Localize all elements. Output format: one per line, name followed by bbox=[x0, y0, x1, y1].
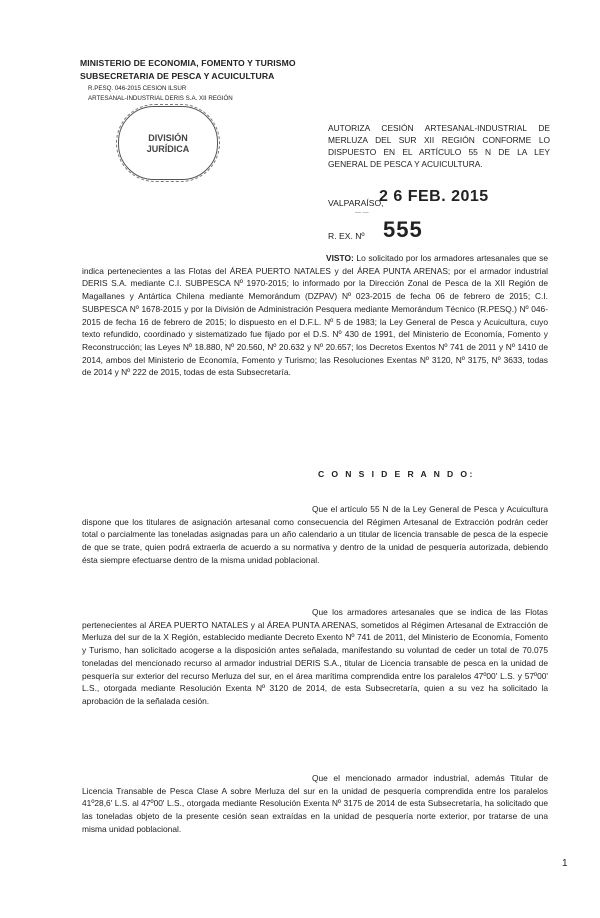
resolution-date: 2 6 FEB. 2015 bbox=[379, 188, 489, 205]
visto-lead: VISTO: bbox=[326, 253, 354, 263]
considerando-paragraph-3: Que el mencionado armador industrial, además Titular de Licencia Transable de Pesca Clase A sobre Merluza del sur en la unidad de pesquería comprendida entre los paralelos 41º28,6' L.S. al 47º00' L.S., otorgada mediante Resolución Exenta Nº 3175 de 2014 de esta Subsecretaría, ha solicitado que las toneladas objeto de la presente cesión sean extraídas en la unidad de pesquería norte exterior, por tratarse de una misma unidad poblacional. bbox=[82, 773, 548, 834]
stamp-text bbox=[119, 133, 217, 155]
resolution-title: AUTORIZA CESIÓN ARTESANAL-INDUSTRIAL DE MERLUZA DEL SUR XII REGIÓN CONFORME LO DISPUESTO EN EL ARTÍCULO 55 N DE LA LEY GENERAL DE PESCA Y ACUICULTURA. bbox=[328, 123, 550, 169]
resolution-number: 555 bbox=[383, 217, 423, 242]
stamp-line-2: JURÍDICA bbox=[146, 144, 190, 154]
considerando-paragraph-1: Que el artículo 55 N de la Ley General de Pesca y Acuicultura dispone que los titulares de asignación artesanal como consecuencia del Régimen Artesanal de Extracción podrán ceder total o parcialmente las toneladas asignadas para un año calendario a un titular de licencia transable de pesca de la especie de que se trate, quien podrá extraerla de acuerdo a su normativa y dentro de la unidad de pesquería autorizada, debiendo ésta siempre efectuarse dentro de la misma unidad poblacional. bbox=[82, 504, 548, 565]
visto-text: Lo solicitado por los armadores artesanales que se indica pertenecientes a las Flotas del ÁREA PUERTO NATALES y del ÁREA PUNTA ARENAS; por el armador industrial DERIS S.A. mediante C.I. SUBPESCA Nº 1970-2015; lo informado por la Dirección Zonal de Pesca de la XII Región de Magallanes y Antártica Chilena mediante Memorándum (DZPAV) Nº 023-2015 de fecha 06 de febrero de 2015; C.I. SUBPESCA Nº 1678-2015 y por la División de Administración Pesquera mediante Memorándum Técnico (R.PESQ.) Nº 046-2015 de fecha 16 de febrero de 2015; lo dispuesto en el D.F.L. Nº 5 de 1983; la Ley General de Pesca y Acuicultura, cuyo texto refundido, coordinado y sistematizado fue fijado por el D.S. Nº 430 de 1991, del Ministerio de Economía, Fomento y Reconstrucción; las Leyes Nº 18.880, Nº 20.560, Nº 20.632 y Nº 20.657; los Decretos Exentos Nº 741 de 2011 y Nº 1410 de 2014, ambos del Ministerio de Economía, Fomento y Turismo; las Resoluciones Exentas Nº 3120, Nº 3175, Nº 3633, todas de 2014 y Nº 222 de 2015, todas de esta Subsecretaría. bbox=[82, 253, 548, 378]
stamp-line-1: DIVISIÓN bbox=[148, 133, 188, 143]
division-stamp bbox=[118, 106, 218, 180]
reference-code: R.PESQ. 046-2015 CESION ILSUR bbox=[88, 85, 187, 92]
subsecretaria-name: SUBSECRETARIA DE PESCA Y ACUICULTURA bbox=[80, 71, 275, 81]
visto-paragraph bbox=[82, 252, 548, 379]
page-number: 1 bbox=[562, 858, 568, 869]
considerando-heading: C O N S I D E R A N D O: bbox=[318, 469, 475, 479]
place-label: VALPARAÍSO, bbox=[328, 198, 384, 208]
reference-subtitle: ARTESANAL-INDUSTRIAL DERIS S.A. XII REGIÓN bbox=[88, 95, 233, 102]
ministry-name: MINISTERIO DE ECONOMIA, FOMENTO Y TURISMO bbox=[80, 58, 296, 68]
considerando-paragraph-2: Que los armadores artesanales que se indica de las Flotas pertenecientes al ÁREA PUERTO NATALES y al ÁREA PUNTA ARENAS, sometidos al Régimen Artesanal de Extracción de Merluza del sur de la X Región, establecido mediante Decreto Exento Nº 741 de 2011, del Ministerio de Economía, Fomento y Turismo, han solicitado acogerse a la disposición antes señalada, manifestando su voluntad de ceder un total de 70.075 toneladas del mencionado recurso al armador industrial DERIS S.A., titular de Licencia transable de pesca en la unidad de pesquería sur exterior del recurso Merluza del sur, en el área marítima comprendida entre los paralelos 47º00' L.S. y 57º00' L.S., otorgada mediante Resolución Exenta Nº 3120 de 2014, de esta Subsecretaría, quien a su vez ha solicitado la aprobación de la señalada cesión. bbox=[82, 607, 548, 706]
resolution-number-label: R. EX. Nº bbox=[328, 231, 365, 241]
date-separator: — — bbox=[355, 210, 369, 216]
